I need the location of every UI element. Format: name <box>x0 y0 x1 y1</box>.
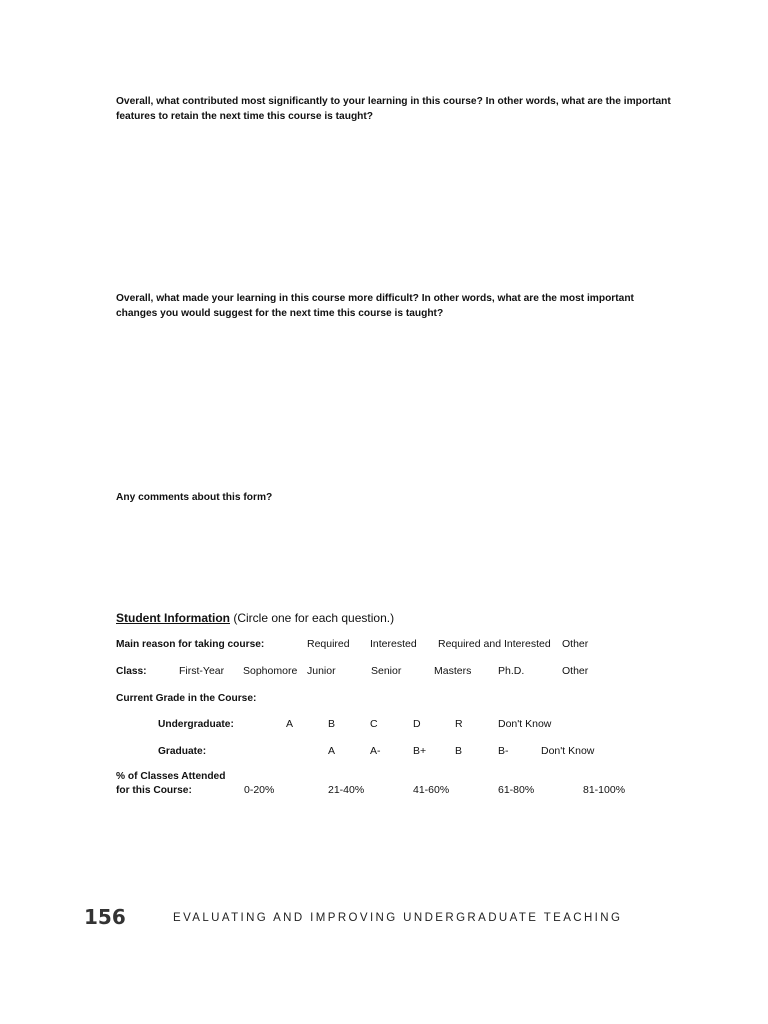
option-grad-grade-b-minus[interactable]: B- <box>498 745 509 757</box>
option-grad-grade-b-plus[interactable]: B+ <box>413 745 427 757</box>
page-number: 156 <box>84 905 126 929</box>
question-learning-difficulties: Overall, what made your learning in this course more difficult? In other words, what are the most important changes you would suggest for the next time this course is taught? <box>116 293 634 319</box>
attendance-label-line1: % of Classes Attended <box>116 771 226 782</box>
option-grad-dont-know[interactable]: Don't Know <box>541 745 595 757</box>
student-info-heading <box>116 611 394 625</box>
option-ug-grade-r[interactable]: R <box>455 718 463 730</box>
option-sophomore[interactable]: Sophomore <box>243 665 298 677</box>
option-attendance-81-100[interactable]: 81-100% <box>583 784 626 796</box>
option-phd[interactable]: Ph.D. <box>498 665 525 677</box>
option-attendance-41-60[interactable]: 41-60% <box>413 784 450 796</box>
option-attendance-0-20[interactable]: 0-20% <box>244 784 275 796</box>
option-attendance-21-40[interactable]: 21-40% <box>328 784 365 796</box>
option-required[interactable]: Required <box>307 638 350 650</box>
attendance-label-line2: for this Course: <box>116 785 192 796</box>
option-grad-grade-b[interactable]: B <box>455 745 463 757</box>
question-form-comments: Any comments about this form? <box>116 492 273 503</box>
option-interested[interactable]: Interested <box>370 638 417 650</box>
option-ug-grade-c[interactable]: C <box>370 718 378 730</box>
option-attendance-61-80[interactable]: 61-80% <box>498 784 535 796</box>
student-info-title: Student Information <box>116 611 230 625</box>
current-grade-label: Current Grade in the Course: <box>116 693 257 704</box>
graduate-label: Graduate: <box>158 746 207 757</box>
option-ug-grade-b[interactable]: B <box>328 718 336 730</box>
option-senior[interactable]: Senior <box>371 665 402 677</box>
class-label: Class: <box>116 666 147 677</box>
option-masters[interactable]: Masters <box>434 665 472 677</box>
running-title: EVALUATING AND IMPROVING UNDERGRADUATE TEACHING <box>173 912 623 924</box>
main-reason-label: Main reason for taking course: <box>116 639 265 650</box>
option-ug-dont-know[interactable]: Don't Know <box>498 718 552 730</box>
option-junior[interactable]: Junior <box>307 665 336 677</box>
undergraduate-label: Undergraduate: <box>158 719 234 730</box>
student-info-instructions: (Circle one for each question.) <box>230 611 395 625</box>
option-reason-other[interactable]: Other <box>562 638 589 650</box>
option-ug-grade-d[interactable]: D <box>413 718 421 730</box>
option-grad-grade-a[interactable]: A <box>328 745 336 757</box>
option-first-year[interactable]: First-Year <box>179 665 225 677</box>
option-required-and-interested[interactable]: Required and Interested <box>438 638 551 650</box>
option-ug-grade-a[interactable]: A <box>286 718 294 730</box>
option-class-other[interactable]: Other <box>562 665 589 677</box>
option-grad-grade-a-minus[interactable]: A- <box>370 745 381 757</box>
question-learning-contributors: Overall, what contributed most significantly to your learning in this course? In other words, what are the important features to retain the next time this course is taught? <box>116 96 671 122</box>
